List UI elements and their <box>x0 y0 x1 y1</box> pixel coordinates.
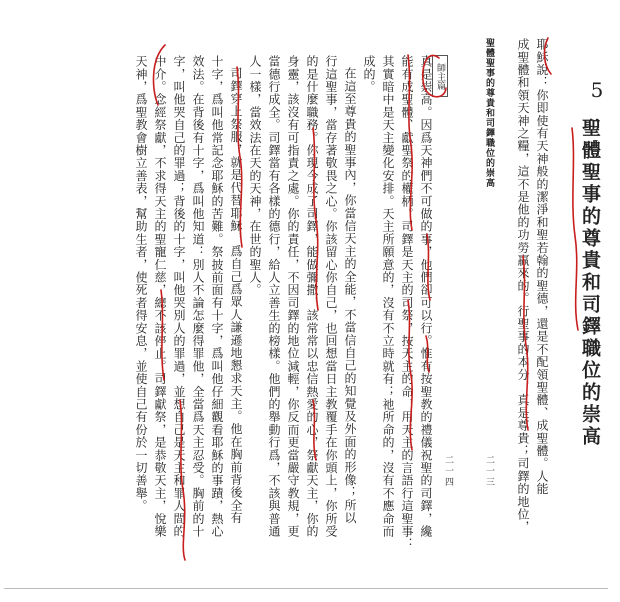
body-column: 其實暗中是天主變化安排。天主所願意的，沒有不立時就有；祂所命的，沒有不應命而 <box>381 55 395 538</box>
body-column: 真是崇高。因爲天神們不可做的事，他們卻可以行。惟有按聖教的禮儀祝聖的司鐸，纔 <box>419 55 433 538</box>
chapter-title: 聖體聖事的尊貴和司鐸職位的崇高 <box>579 118 601 448</box>
body-column: 十字，爲叫他常記念耶穌的苦難。祭披前面有十字，爲叫他仔細觀看耶穌的事蹟，熱心 <box>210 55 224 538</box>
running-head: 聖體聖事的尊貴和司鐸職位的崇高 <box>484 38 494 188</box>
underline-mark <box>572 128 578 330</box>
body-column: 在這至尊貴的聖事內，你當信天主的全能，不當信自己的知覺及外面的形像；所以 <box>343 67 357 525</box>
body-column: 成的。 <box>362 55 376 94</box>
body-column: 人一樣，當效法在天的天神，在世的聖人。 <box>248 55 262 297</box>
page-number-left: 二一四 <box>443 455 453 488</box>
body-column: 司鐸穿上祭服，就是代替耶穌，爲自己爲眾人謙遜地懇求天主。他在胸前背後全有 <box>229 67 243 525</box>
body-column: 天神，爲聖教會樹立善表，幫助生者，使死者得安息，並使自己有份於一切善舉。 <box>134 55 148 513</box>
body-column: 中介。念經祭獻，不求得天主的聖寵仁慈，總不該停止。司鐸獻祭，是恭敬天主，悅樂 <box>153 55 167 538</box>
body-column: 能有成聖體、獻聖祭的權柄。司鐸是天主的司祭，按天主的命，用天主的言語行這聖事： <box>400 55 414 551</box>
page-number-right: 二一三 <box>484 455 494 488</box>
body-column: 效法。在背後有十字，爲叫他知道：別人不論怎麼得罪他，全當爲天主忍受。胸前的十 <box>191 55 205 538</box>
body-column: 行這聖事，當存著敬畏之心。你該留心你自己，也回想當日主教覆手在你頭上，你所受 <box>324 55 338 538</box>
page-bottom-rule <box>4 588 608 589</box>
body-column: 的是什麼職務。你現今成了司鐸，能做彌撒，該常常以忠信熱愛的心，祭獻天主，你的 <box>305 55 319 538</box>
body-column: 字，叫他哭自己的罪過；背後的十字，叫他哭別人的罪過，並想自己是天主和罪人間的 <box>172 55 186 538</box>
body-column: 耶穌說：你即使有天神般的潔淨和聖若翰的聖德，還是不配領聖體、成聖體。人能 <box>535 38 549 496</box>
body-column: 身靈，該沒有可指責之處。你的責任，不因司鐸的地位減輕，你反而更當嚴守教規，更 <box>286 55 300 538</box>
chapter-number: 5. <box>585 78 609 126</box>
body-column: 成聖體和領天神之糧，這不是他的功勞贏來的。行聖事的本分，真是尊貴；司鐸的地位， <box>516 38 530 534</box>
body-column: 當德行成全。司鐸當有各樣的德行，給人立善生的榜樣。他們的舉動行爲，不該與普通 <box>267 55 281 538</box>
shizhu-label: 師主篇 <box>432 55 448 97</box>
